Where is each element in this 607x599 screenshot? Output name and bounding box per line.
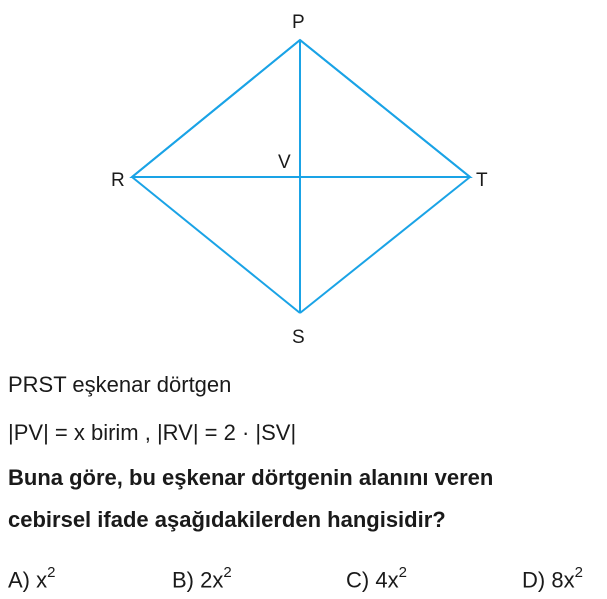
choice-exponent: 2	[574, 564, 583, 581]
given-statement: PRST eşkenar dörtgen	[8, 372, 232, 397]
point-label-v: V	[278, 152, 291, 173]
side-sr	[132, 177, 300, 313]
choice-exponent: 2	[47, 564, 56, 581]
side-pt	[300, 40, 470, 177]
choice-letter: D)	[522, 567, 546, 593]
point-label-r: R	[111, 170, 125, 191]
choice-letter: A)	[8, 567, 30, 593]
point-label-s: S	[292, 327, 305, 348]
choice-coefficient: 4x	[375, 567, 399, 593]
choice-exponent: 2	[398, 564, 407, 581]
choice-coefficient: 2x	[200, 567, 224, 593]
question-prompt-line-2: cebirsel ifade aşağıdakilerden hangisidir?	[8, 507, 446, 532]
side-rp	[132, 40, 300, 177]
choice-a[interactable]	[8, 566, 55, 593]
choice-coefficient: x	[36, 567, 48, 593]
side-ts	[300, 177, 470, 313]
choice-exponent: 2	[223, 564, 232, 581]
choice-coefficient: 8x	[551, 567, 575, 593]
point-label-p: P	[292, 12, 305, 33]
choice-c[interactable]	[346, 566, 407, 593]
question-prompt-line-1: Buna göre, bu eşkenar dörtgenin alanını veren	[8, 465, 494, 490]
choice-b[interactable]	[172, 566, 232, 593]
point-label-t: T	[476, 170, 488, 191]
choice-d[interactable]	[522, 566, 583, 593]
choice-letter: C)	[346, 567, 370, 593]
given-lengths: |PV| = x birim , |RV| = 2 · |SV|	[8, 420, 297, 445]
choice-letter: B)	[172, 567, 194, 593]
